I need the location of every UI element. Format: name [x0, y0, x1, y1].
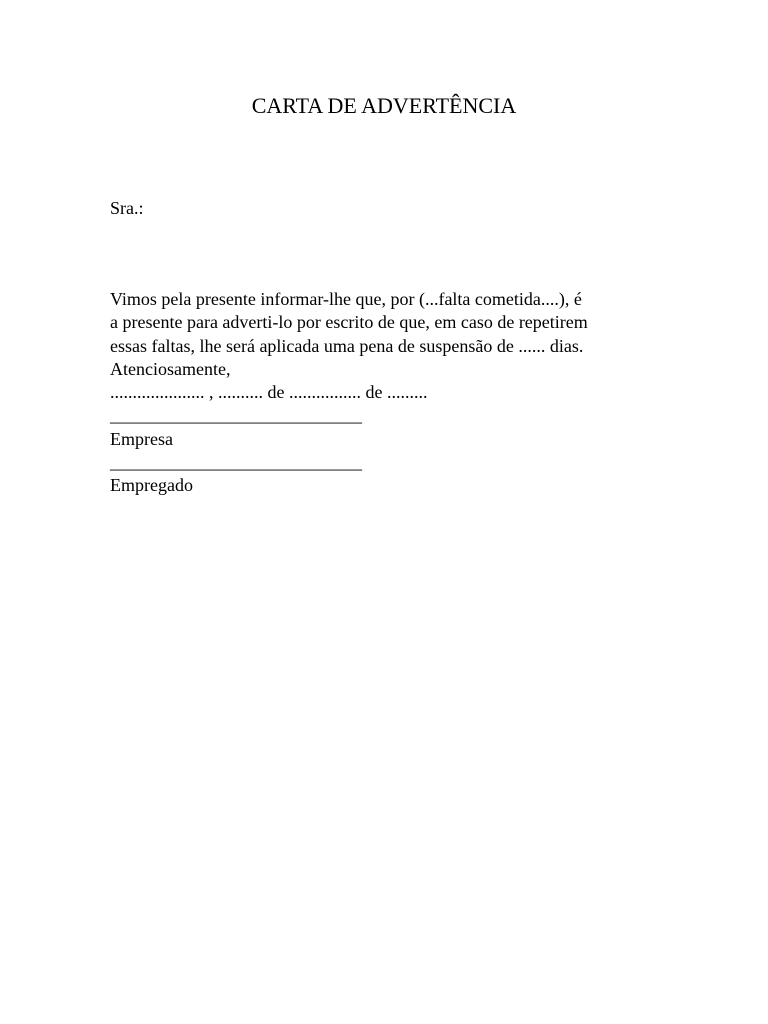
body-line: a presente para adverti-lo por escrito de que, em caso de repetirem	[110, 312, 588, 333]
employee-signature-line: ____________________________	[110, 452, 362, 473]
date-line: ..................... , .......... de ................ de .........	[110, 382, 428, 403]
letter-body	[110, 288, 670, 498]
document-title: CARTA DE ADVERTÊNCIA	[251, 93, 517, 118]
salutation: Sra.:	[110, 198, 144, 218]
closing: Atenciosamente,	[110, 358, 231, 379]
company-signature-line: ____________________________	[110, 405, 362, 426]
body-line: Vimos pela presente informar-lhe que, por (...falta cometida....), é	[110, 289, 582, 309]
employee-label: Empregado	[110, 475, 193, 496]
body-line: essas faltas, lhe será aplicada uma pena de suspensão de ...... dias.	[110, 335, 584, 356]
company-label: Empresa	[110, 428, 173, 449]
